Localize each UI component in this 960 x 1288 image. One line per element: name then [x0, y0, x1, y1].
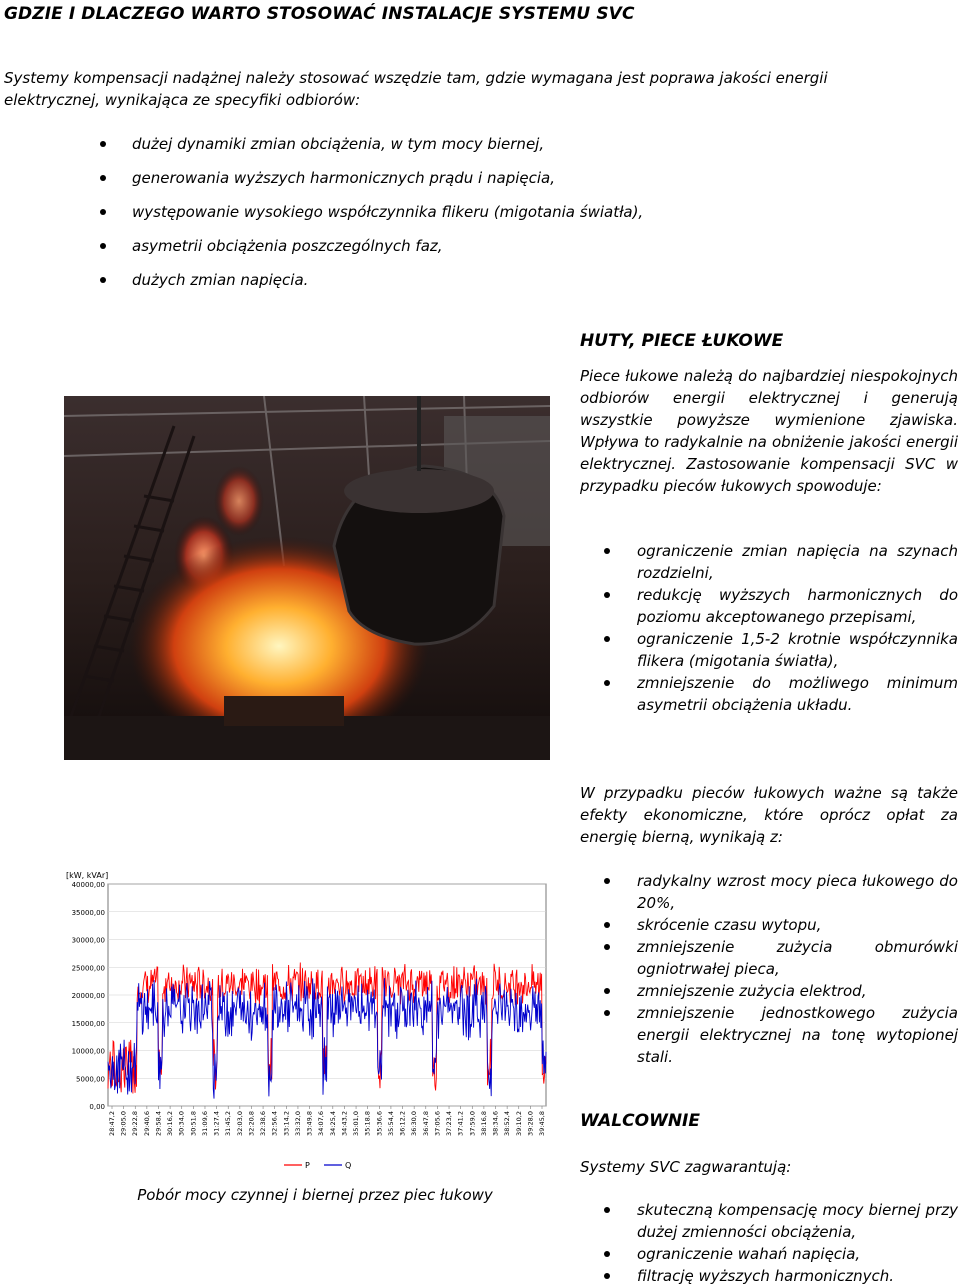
- bullet-icon: [604, 922, 610, 928]
- y-tick-label: 35000,00: [71, 908, 105, 917]
- power-chart: [64, 866, 550, 1176]
- list-item-text: skrócenie czasu wytopu,: [637, 916, 822, 934]
- x-tick-label: 29:05,0: [119, 1111, 128, 1136]
- bullet-icon: [100, 243, 106, 249]
- x-tick-label: 36:30,0: [410, 1111, 419, 1136]
- list-item: [580, 980, 958, 1002]
- list-item: [580, 584, 958, 628]
- huty-economic-paragraph: W przypadku pieców łukowych ważne są także efekty ekonomiczne, które oprócz opłat za energię bierną, wynikają z:: [580, 784, 958, 846]
- y-tick-label: 20000,00: [71, 992, 105, 1000]
- list-item-text: filtrację wyższych harmonicznych.: [637, 1267, 894, 1285]
- huty-economic-bullet-list: [580, 870, 958, 1068]
- list-item: [580, 540, 958, 584]
- list-item-text: zmniejszenie zużycia elektrod,: [637, 982, 867, 1000]
- list-item: [580, 1243, 958, 1265]
- bullet-icon: [604, 636, 610, 642]
- huty-paragraph: Piece łukowe należą do najbardziej niespokojnych odbiorów energii elektrycznej i generują wszystkie powyższe wymienione zjawiska. Wpływa to radykalnie na obniżenie jakości energii elektrycznej. Zastosowanie kompensacji SVC w przypadku pieców łukowych spowoduje:: [580, 367, 958, 495]
- x-tick-label: 34:43,2: [340, 1111, 349, 1136]
- list-item: [580, 1265, 958, 1287]
- y-tick-label: 15000,00: [71, 1019, 105, 1028]
- steel-mill-image: [64, 396, 550, 760]
- bullet-icon: [604, 548, 610, 554]
- steel-mill-photo: [64, 396, 550, 760]
- intro-paragraph: Systemy kompensacji nadążnej należy stosować wszędzie tam, gdzie wymagana jest poprawa jakości energii elektrycznej, wynikająca ze specyfiki odbiorów:: [4, 69, 828, 109]
- list-item: [98, 201, 798, 235]
- list-item: [580, 672, 958, 716]
- bullet-icon: [100, 141, 106, 147]
- section-title-walcownie: WALCOWNIE: [580, 1111, 700, 1131]
- x-tick-label: 33:14,2: [282, 1111, 291, 1136]
- y-tick-label: 30000,00: [71, 936, 105, 945]
- legend-label: P: [305, 1161, 310, 1170]
- x-tick-label: 31:45,2: [224, 1111, 233, 1136]
- list-item-text: występowanie wysokiego współczynnika flikeru (migotania światła),: [132, 203, 644, 221]
- list-item-text: zmniejszenie do możliwego minimum asymetrii obciążenia układu.: [637, 674, 958, 714]
- x-tick-label: 37:41,2: [456, 1111, 465, 1136]
- x-tick-label: 30:51,8: [189, 1111, 198, 1136]
- bullet-icon: [604, 1273, 610, 1279]
- x-tick-label: 35:01,0: [352, 1111, 361, 1136]
- list-item-text: zmniejszenie zużycia obmurówki ogniotrwałej pieca,: [637, 938, 958, 978]
- x-tick-label: 29:40,6: [142, 1111, 151, 1136]
- bullet-icon: [604, 1010, 610, 1016]
- bullet-icon: [100, 175, 106, 181]
- y-axis-label: [kW, kVAr]: [66, 871, 109, 880]
- walcownie-paragraph: Systemy SVC zagwarantują:: [580, 1158, 792, 1176]
- x-tick-label: 33:49,8: [305, 1111, 314, 1136]
- list-item-text: generowania wyższych harmonicznych prądu i napięcia,: [132, 169, 555, 187]
- list-item-text: zmniejszenie jednostkowego zużycia energii elektrycznej na tonę wytopionej stali.: [637, 1004, 958, 1066]
- x-tick-label: 31:27,4: [212, 1111, 221, 1136]
- list-item-text: redukcję wyższych harmonicznych do poziomu akceptowanego przepisami,: [637, 586, 958, 626]
- x-tick-label: 28:47,2: [108, 1111, 116, 1136]
- list-item: [98, 167, 798, 201]
- list-item-text: skuteczną kompensację mocy biernej przy dużej zmienności obciążenia,: [637, 1201, 958, 1241]
- list-item: [98, 269, 798, 303]
- list-item-text: dużych zmian napięcia.: [132, 271, 309, 289]
- list-item-text: ograniczenie wahań napięcia,: [637, 1245, 861, 1263]
- bullet-icon: [604, 988, 610, 994]
- bullet-icon: [604, 680, 610, 686]
- power-chart-svg: [64, 866, 550, 1176]
- huty-bullet-list: [580, 540, 958, 716]
- top-bullet-list: [98, 133, 798, 303]
- x-tick-label: 35:36,6: [375, 1111, 384, 1136]
- x-tick-label: 38:34,6: [491, 1111, 500, 1136]
- x-tick-label: 32:56,4: [270, 1111, 279, 1136]
- x-tick-label: 39:10,2: [514, 1111, 523, 1136]
- x-tick-label: 37:59,0: [468, 1111, 477, 1136]
- x-tick-label: 32:03,0: [235, 1111, 244, 1136]
- legend-label: Q: [345, 1161, 352, 1170]
- x-tick-label: 37:23,4: [445, 1111, 454, 1136]
- list-item-text: dużej dynamiki zmian obciążenia, w tym mocy biernej,: [132, 135, 545, 153]
- x-tick-label: 32:20,8: [247, 1111, 256, 1136]
- y-tick-label: 5000,00: [76, 1075, 105, 1084]
- list-item: [580, 628, 958, 672]
- bullet-icon: [604, 944, 610, 950]
- list-item-text: radykalny wzrost mocy pieca łukowego do 20%,: [637, 872, 958, 912]
- x-tick-label: 30:16,2: [166, 1111, 175, 1136]
- x-tick-label: 32:38,6: [259, 1111, 268, 1136]
- x-tick-label: 34:25,4: [328, 1111, 337, 1136]
- chart-caption: Pobór mocy czynnej i biernej przez piec łukowy: [137, 1186, 493, 1204]
- x-tick-label: 35:54,4: [386, 1111, 395, 1136]
- list-item: [580, 1002, 958, 1068]
- list-item-text: ograniczenie 1,5-2 krotnie współczynnika flikera (migotania światła),: [637, 630, 958, 670]
- x-tick-label: 30:34,0: [177, 1111, 186, 1136]
- x-tick-label: 29:22,8: [131, 1111, 140, 1136]
- list-item: [98, 133, 798, 167]
- list-item: [580, 1199, 958, 1243]
- list-item: [580, 914, 958, 936]
- x-tick-label: 29:58,4: [154, 1111, 163, 1136]
- y-tick-label: 0,00: [89, 1103, 105, 1111]
- bullet-icon: [100, 277, 106, 283]
- x-tick-label: 36:47,8: [421, 1111, 430, 1136]
- x-tick-label: 38:16,8: [479, 1111, 488, 1136]
- x-tick-label: 35:18,8: [363, 1111, 372, 1136]
- bullet-icon: [100, 209, 106, 215]
- x-tick-label: 31:09,6: [200, 1111, 209, 1136]
- y-tick-label: 25000,00: [71, 964, 105, 973]
- x-tick-label: 39:45,8: [538, 1111, 546, 1136]
- bullet-icon: [604, 878, 610, 884]
- section-title-huty: HUTY, PIECE ŁUKOWE: [580, 331, 784, 351]
- y-tick-label: 10000,00: [71, 1047, 105, 1056]
- list-item-text: ograniczenie zmian napięcia na szynach rozdzielni,: [637, 542, 958, 582]
- x-tick-label: 39:28,0: [526, 1111, 535, 1136]
- bullet-icon: [604, 1207, 610, 1213]
- list-item: [580, 936, 958, 980]
- page-heading: GDZIE I DLACZEGO WARTO STOSOWAĆ INSTALACJE SYSTEMU SVC: [4, 4, 635, 24]
- walcownie-bullet-list: [580, 1199, 958, 1287]
- y-tick-label: 40000,00: [71, 881, 105, 889]
- x-tick-label: 33:32,0: [293, 1111, 302, 1136]
- list-item: [98, 235, 798, 269]
- list-item: [580, 870, 958, 914]
- bullet-icon: [604, 592, 610, 598]
- x-tick-label: 34:07,6: [317, 1111, 326, 1136]
- list-item-text: asymetrii obciążenia poszczególnych faz,: [132, 237, 443, 255]
- x-tick-label: 38:52,4: [503, 1111, 512, 1136]
- x-tick-label: 36:12,2: [398, 1111, 407, 1136]
- x-tick-label: 37:05,6: [433, 1111, 442, 1136]
- bullet-icon: [604, 1251, 610, 1257]
